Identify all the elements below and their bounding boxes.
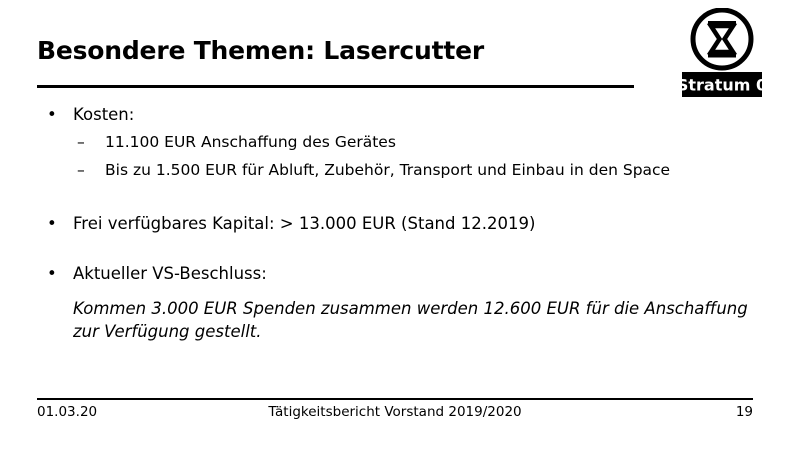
- sub-item-nebenkosten: [69, 159, 753, 181]
- bullet-marker: •: [47, 214, 57, 234]
- spacer: [37, 235, 753, 257]
- slide-title: Besondere Themen: Lasercutter: [37, 36, 484, 65]
- svg-text:Stratum 0: Stratum 0: [676, 75, 768, 95]
- slide-footer: [37, 404, 753, 424]
- bullet-marker: •: [47, 105, 57, 124]
- sub-item-anschaffung: [69, 131, 753, 153]
- bullet-item-kosten-label: Kosten:: [73, 105, 135, 124]
- dash-marker: –: [77, 133, 85, 152]
- bullet-item-kosten: [37, 104, 753, 126]
- bullet-marker: •: [47, 264, 57, 284]
- sub-item-nebenkosten-label: Bis zu 1.500 EUR für Abluft, Zubehör, Transport und Einbau in den Space: [105, 160, 671, 179]
- kosten-sublist: [69, 131, 753, 181]
- footer-date: 01.03.20: [37, 404, 98, 420]
- bullet-item-beschluss-label: Aktueller VS-Beschluss:: [73, 264, 267, 284]
- bullet-item-kapital: [37, 213, 753, 235]
- sub-item-anschaffung-label: 11.100 EUR Anschaffung des Gerätes: [105, 133, 396, 152]
- stratum-0-logo: [670, 8, 774, 100]
- slide-body: [37, 98, 753, 343]
- beschluss-quote: Kommen 3.000 EUR Spenden zusammen werden 12.600 EUR für die Anschaffung zur Verfügung gestellt.: [73, 298, 748, 341]
- spacer: [37, 181, 753, 207]
- footer-page-number: 19: [735, 404, 753, 420]
- title-divider: [37, 85, 634, 88]
- dash-marker: –: [77, 160, 85, 179]
- bullet-item-kapital-label: Frei verfügbares Kapital: > 13.000 EUR (Stand 12.2019): [73, 214, 536, 234]
- bullet-item-beschluss: [37, 263, 753, 285]
- footer-title: Tätigkeitsbericht Vorstand 2019/2020: [268, 404, 522, 420]
- footer-divider: [37, 398, 753, 400]
